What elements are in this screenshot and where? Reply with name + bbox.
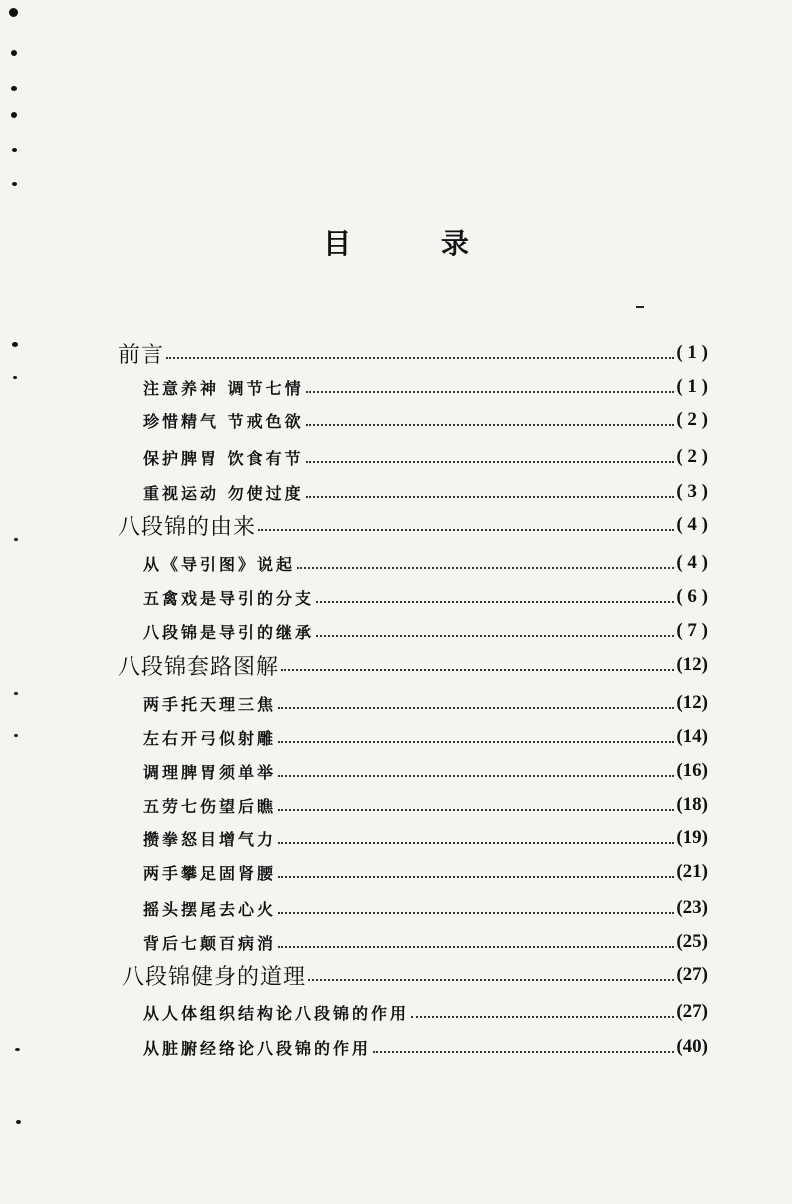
toc-entry xyxy=(143,790,708,820)
toc-entry xyxy=(143,688,708,718)
toc-entry xyxy=(143,477,708,507)
toc-entry-title: 攒拳怒目增气力 xyxy=(143,829,277,849)
toc-entry-title: 背后七颠百病消 xyxy=(143,933,277,953)
toc-entry xyxy=(143,893,708,923)
dot-leader xyxy=(411,1016,674,1018)
toc-entry xyxy=(143,372,708,402)
toc-entry-title: 八段锦的由来 xyxy=(118,514,257,540)
toc-entry-title: 五禽戏是导引的分支 xyxy=(143,588,315,608)
dot-leader xyxy=(278,946,674,948)
dot-leader xyxy=(306,424,675,426)
toc-entry-title: 两手托天理三焦 xyxy=(143,694,277,714)
toc-entry-title: 两手攀足固肾腰 xyxy=(143,863,277,883)
toc-entry xyxy=(118,650,708,680)
toc-entry xyxy=(143,823,708,853)
toc-entry xyxy=(143,857,708,887)
dot-leader xyxy=(281,669,674,671)
toc-entry-page: ( 1 ) xyxy=(676,376,708,397)
toc-entry-title: 从《导引图》说起 xyxy=(143,554,296,574)
dot-leader xyxy=(306,391,675,393)
toc-entry-title: 五劳七伤望后瞧 xyxy=(143,796,277,816)
toc-entry-title: 摇头摆尾去心火 xyxy=(143,899,277,919)
toc-entry-title: 从人体组织结构论八段锦的作用 xyxy=(143,1003,410,1023)
toc-entry-title: 保护脾胃 饮食有节 xyxy=(143,448,304,468)
toc-entry-page: (40) xyxy=(676,1036,708,1057)
dot-leader xyxy=(306,496,675,498)
dot-leader xyxy=(316,635,674,637)
dot-leader xyxy=(278,842,674,844)
toc-entry-page: ( 2 ) xyxy=(676,409,708,430)
toc-entry-title: 前言 xyxy=(118,342,165,368)
toc-entry xyxy=(122,960,708,990)
toc-entry-page: ( 4 ) xyxy=(676,514,708,535)
toc-entry-title: 左右开弓似射雕 xyxy=(143,728,277,748)
dot-leader xyxy=(316,601,674,603)
toc-entry xyxy=(143,405,708,435)
toc-entry xyxy=(143,1032,708,1062)
dot-leader xyxy=(308,979,674,981)
toc-entry-page: ( 4 ) xyxy=(676,552,708,573)
toc-entry-page: ( 2 ) xyxy=(676,446,708,467)
toc-entry xyxy=(143,582,708,612)
toc-entry-title: 八段锦套路图解 xyxy=(118,654,280,680)
dot-leader xyxy=(373,1051,674,1053)
dot-leader xyxy=(166,357,674,359)
toc-entry-title: 八段锦是导引的继承 xyxy=(143,622,315,642)
toc-entry-page: ( 7 ) xyxy=(676,620,708,641)
dot-leader xyxy=(278,912,674,914)
toc-entry-title: 从脏腑经络论八段锦的作用 xyxy=(143,1038,372,1058)
toc-entry-title: 重视运动 勿使过度 xyxy=(143,483,304,503)
toc-entry-page: (27) xyxy=(676,964,708,985)
page-title: 目 录 xyxy=(323,227,509,260)
toc-entry-title: 珍惜精气 节戒色欲 xyxy=(143,411,304,431)
toc-entry-page: (19) xyxy=(676,827,708,848)
toc-entry xyxy=(143,927,708,957)
toc-entry xyxy=(118,510,708,540)
toc-entry-page: (21) xyxy=(676,861,708,882)
toc-entry xyxy=(143,722,708,752)
toc-entry xyxy=(143,756,708,786)
toc-entry-page: (23) xyxy=(676,897,708,918)
toc-entry-page: ( 3 ) xyxy=(676,481,708,502)
toc-entry-page: (16) xyxy=(676,760,708,781)
toc-entry-page: (12) xyxy=(676,654,708,675)
toc-entry-title: 调理脾胃须单举 xyxy=(143,762,277,782)
toc-entry-title: 注意养神 调节七情 xyxy=(143,378,304,398)
toc-entry-page: ( 6 ) xyxy=(676,586,708,607)
toc-entry-page: (18) xyxy=(676,794,708,815)
toc-entry-page: (27) xyxy=(676,1001,708,1022)
toc-entry xyxy=(143,997,708,1027)
dot-leader xyxy=(306,461,675,463)
toc-entry xyxy=(143,548,708,578)
dot-leader xyxy=(278,775,674,777)
toc-entry-page: ( 1 ) xyxy=(676,342,708,363)
dot-leader xyxy=(278,707,674,709)
toc-entry xyxy=(143,442,708,472)
toc-entry-page: (25) xyxy=(676,931,708,952)
dot-leader xyxy=(278,741,674,743)
dot-leader xyxy=(278,876,674,878)
toc-entry-page: (14) xyxy=(676,726,708,747)
scan-speck xyxy=(636,306,644,308)
toc-entry xyxy=(143,616,708,646)
toc-entry xyxy=(118,338,708,368)
toc-entry-title: 八段锦健身的道理 xyxy=(122,964,307,990)
dot-leader xyxy=(258,529,674,531)
toc-entry-page: (12) xyxy=(676,692,708,713)
dot-leader xyxy=(297,567,674,569)
dot-leader xyxy=(278,809,674,811)
